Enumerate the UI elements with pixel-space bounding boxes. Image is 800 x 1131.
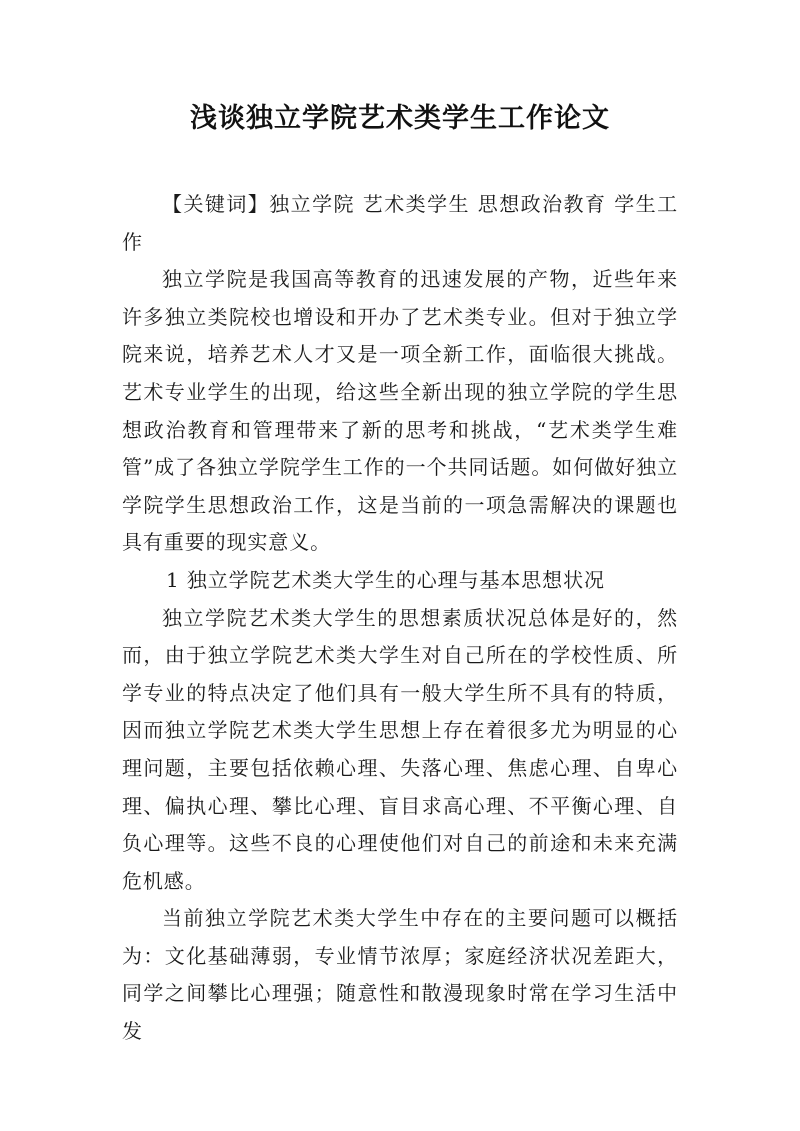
document-body bbox=[122, 186, 678, 1051]
keywords-paragraph: 【关键词】独立学院 艺术类学生 思想政治教育 学生工作 bbox=[122, 192, 678, 254]
section-paragraph-1: 独立学院艺术类大学生的思想素质状况总体是好的，然而，由于独立学院艺术类大学生对自己所在的学校性质、所学专业的特点决定了他们具有一般大学生所不具有的特质，因而独立学院艺术类大学生思想上存在着很多尤为明显的心理问题，主要包括依赖心理、失落心理、焦虑心理、自卑心理、偏执心理、攀比心理、盲目求高心理、不平衡心理、自负心理等。这些不良的心理使他们对自己的前途和未来充满危机感。 bbox=[122, 605, 678, 893]
intro-paragraph: 独立学院是我国高等教育的迅速发展的产物，近些年来许多独立类院校也增设和开办了艺术类专业。但对于独立学院来说，培养艺术人才又是一项全新工作，面临很大挑战。艺术专业学生的出现，给这些全新出现的独立学院的学生思想政治教育和管理带来了新的思考和挑战，“艺术类学生难管”成了各独立学院学生工作的一个共同话题。如何做好独立学院学生思想政治工作，这是当前的一项急需解决的课题也具有重要的现实意义。 bbox=[122, 267, 678, 555]
section-paragraph-2: 当前独立学院艺术类大学生中存在的主要问题可以概括为：文化基础薄弱，专业情节浓厚；家庭经济状况差距大，同学之间攀比心理强；随意性和散漫现象时常在学习生活中发 bbox=[122, 906, 678, 1044]
section-heading: 1 独立学院艺术类大学生的心理与基本思想状况 bbox=[166, 567, 605, 592]
document-title: 浅谈独立学院艺术类学生工作论文 bbox=[190, 103, 610, 134]
